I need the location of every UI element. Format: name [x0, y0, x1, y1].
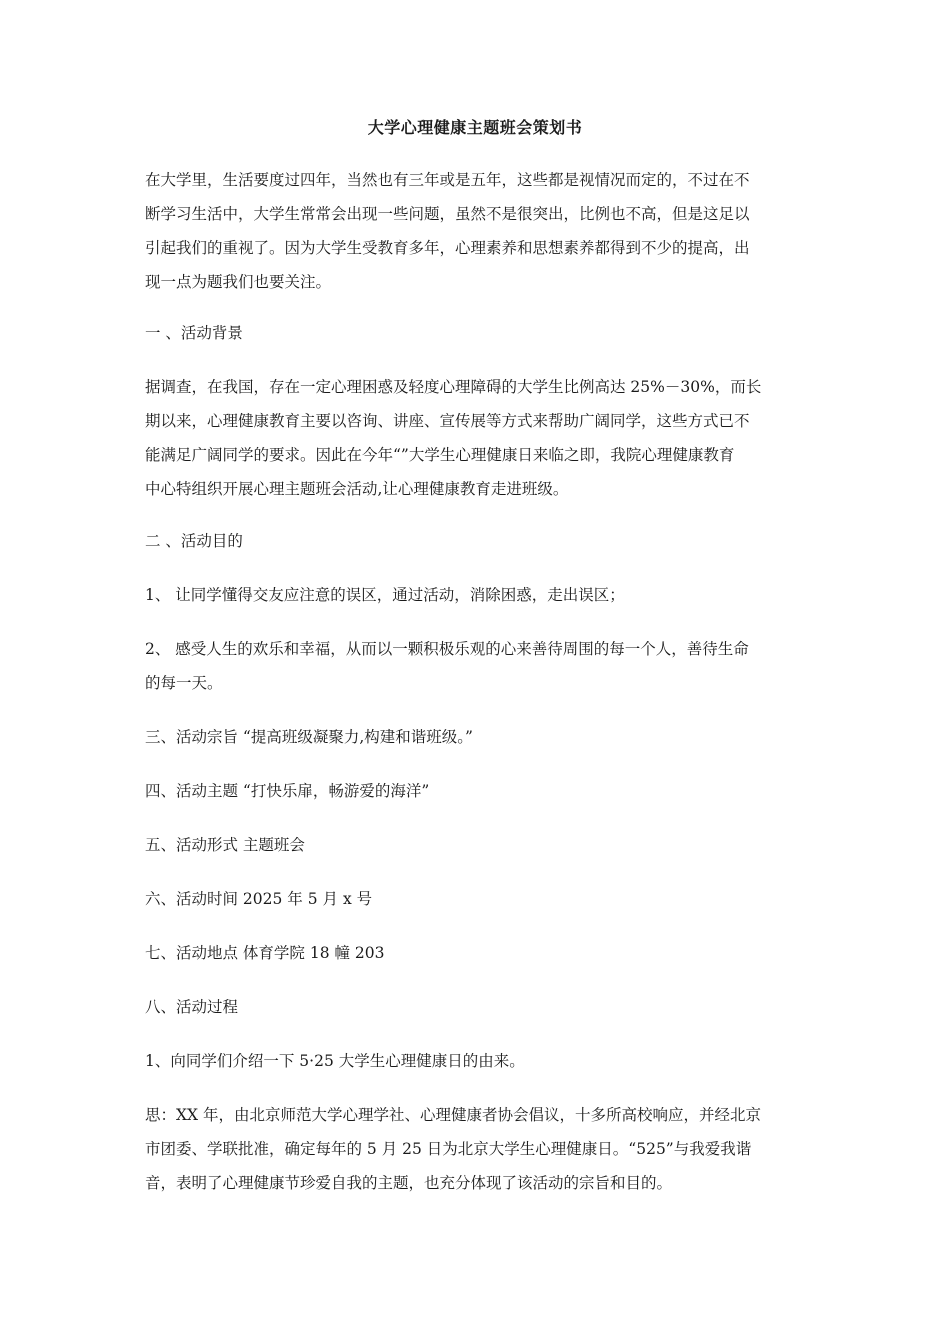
- goal-item-continued: 的每一天。: [145, 674, 223, 692]
- document-title: 大学心理健康主题班会策划书: [367, 118, 583, 137]
- section-heading-background: 一 、活动背景: [145, 324, 243, 342]
- goal-item: 2、 感受人生的欢乐和幸福，从而以一颗积极乐观的心来善待周围的每一个人，善待生命: [145, 640, 749, 658]
- section-format: 五、活动形式 主题班会: [145, 836, 305, 854]
- section-purpose-statement: 三、活动宗旨 “提高班级凝聚力,构建和谐班级。”: [145, 728, 473, 746]
- intro-line: 引起我们的重视了。因为大学生受教育多年，心理素养和思想素养都得到不少的提高，出: [145, 239, 750, 257]
- background-line: 能满足广阔同学的要求。因此在今年“”大学生心理健康日来临之即，我院心理健康教育: [145, 446, 735, 464]
- process-step: 1、向同学们介绍一下 5·25 大学生心理健康日的由来。: [145, 1052, 525, 1070]
- section-process: 八、活动过程: [145, 998, 239, 1016]
- section-heading-purpose: 二 、活动目的: [145, 532, 243, 550]
- intro-line: 在大学里，生活要度过四年，当然也有三年或是五年，这些都是视情况而定的，不过在不: [145, 171, 750, 189]
- process-detail-line: 音，表明了心理健康节珍爱自我的主题，也充分体现了该活动的宗旨和目的。: [145, 1174, 673, 1192]
- process-detail-line: 市团委、学联批准，确定每年的 5 月 25 日为北京大学生心理健康日。“525”与我爱我谐: [145, 1140, 752, 1158]
- section-time: 六、活动时间 2025 年 5 月 x 号: [145, 890, 373, 908]
- background-line: 中心特组织开展心理主题班会活动,让心理健康教育走进班级。: [145, 480, 569, 498]
- section-location: 七、活动地点 体育学院 18 幢 203: [145, 944, 385, 962]
- intro-line: 断学习生活中，大学生常常会出现一些问题，虽然不是很突出，比例也不高，但是这足以: [145, 205, 750, 223]
- process-detail-line: 思：XX 年，由北京师范大学心理学社、心理健康者协会倡议，十多所高校响应，并经北京: [145, 1106, 761, 1124]
- section-theme: 四、活动主题 “打快乐扉，畅游爱的海洋”: [145, 782, 430, 800]
- background-line: 据调查，在我国，存在一定心理困惑及轻度心理障碍的大学生比例高达 25%－30%，而长: [145, 378, 762, 396]
- goal-item: 1、 让同学懂得交友应注意的误区，通过活动，消除困惑，走出误区；: [145, 586, 625, 604]
- background-line: 期以来，心理健康教育主要以咨询、讲座、宣传展等方式来帮助广阔同学，这些方式已不: [145, 412, 750, 430]
- intro-line: 现一点为题我们也要关注。: [145, 273, 332, 291]
